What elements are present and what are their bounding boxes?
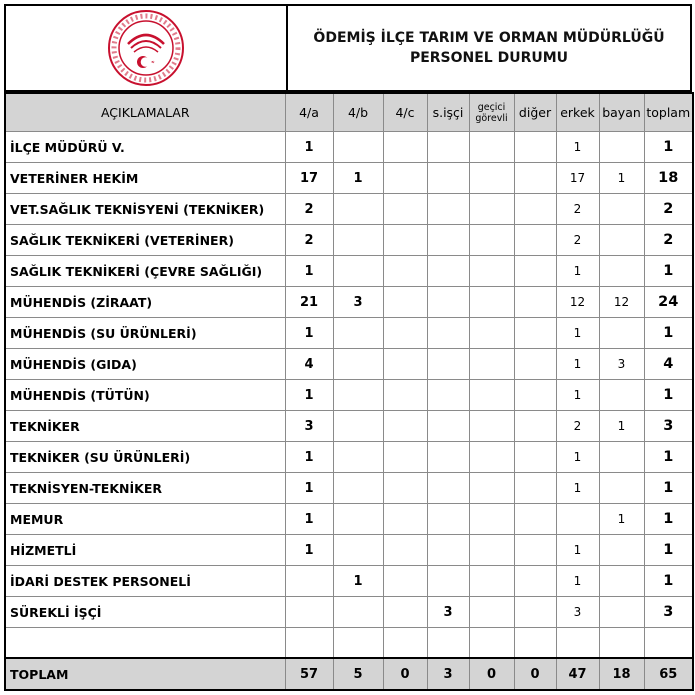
cell-c4c (383, 287, 427, 318)
cell-c4a (285, 597, 333, 628)
cell-c4c (383, 566, 427, 597)
cell-c4a (285, 566, 333, 597)
cell-erkek: 17 (556, 163, 599, 194)
cell-toplam: 2 (644, 225, 693, 256)
blank-cell (427, 628, 469, 659)
cell-c4a: 2 (285, 225, 333, 256)
cell-bayan (599, 566, 644, 597)
cell-c4b (333, 535, 383, 566)
cell-c4a: 1 (285, 132, 333, 163)
cell-gecici (469, 225, 514, 256)
cell-c4b (333, 256, 383, 287)
col-header-4c: 4/c (383, 93, 427, 132)
cell-gecici (469, 380, 514, 411)
cell-c4a: 4 (285, 349, 333, 380)
row-label: SÜREKLİ İŞÇİ (5, 597, 285, 628)
table-row (5, 411, 693, 442)
row-label: SAĞLIK TEKNİKERİ (ÇEVRE SAĞLIĞI) (5, 256, 285, 287)
cell-diger (514, 535, 556, 566)
col-header-s-isci: s.işçi (427, 93, 469, 132)
sheet-header (4, 4, 692, 92)
cell-bayan: 1 (599, 163, 644, 194)
table-row (5, 380, 693, 411)
cell-gecici (469, 256, 514, 287)
cell-diger (514, 349, 556, 380)
cell-toplam: 1 (644, 132, 693, 163)
cell-c4c (383, 132, 427, 163)
cell-c4c (383, 442, 427, 473)
cell-c4a: 3 (285, 411, 333, 442)
cell-toplam: 4 (644, 349, 693, 380)
cell-c4b (333, 318, 383, 349)
cell-toplam: 3 (644, 411, 693, 442)
cell-toplam: 1 (644, 504, 693, 535)
cell-erkek: 1 (556, 566, 599, 597)
total-sisci: 3 (427, 658, 469, 690)
blank-cell (5, 628, 285, 659)
row-label: SAĞLIK TEKNİKERİ (VETERİNER) (5, 225, 285, 256)
table-row (5, 318, 693, 349)
total-label: TOPLAM (5, 658, 285, 690)
row-label: TEKNİKER (SU ÜRÜNLERİ) (5, 442, 285, 473)
blank-cell (383, 628, 427, 659)
cell-sisci (427, 349, 469, 380)
col-header-4b: 4/b (333, 93, 383, 132)
table-row (5, 163, 693, 194)
cell-sisci (427, 566, 469, 597)
cell-toplam: 1 (644, 535, 693, 566)
cell-sisci (427, 225, 469, 256)
cell-c4a: 1 (285, 473, 333, 504)
cell-c4c (383, 225, 427, 256)
cell-gecici (469, 194, 514, 225)
blank-cell (556, 628, 599, 659)
cell-erkek: 3 (556, 597, 599, 628)
cell-c4a: 1 (285, 318, 333, 349)
logo-cell (6, 6, 288, 90)
total-toplam: 65 (644, 658, 693, 690)
cell-c4b (333, 132, 383, 163)
cell-c4b (333, 411, 383, 442)
cell-erkek: 1 (556, 535, 599, 566)
cell-c4b (333, 380, 383, 411)
cell-diger (514, 256, 556, 287)
personnel-table (4, 92, 694, 691)
cell-gecici (469, 163, 514, 194)
cell-bayan: 3 (599, 349, 644, 380)
blank-cell (644, 628, 693, 659)
cell-diger (514, 225, 556, 256)
cell-c4b (333, 504, 383, 535)
cell-toplam: 18 (644, 163, 693, 194)
cell-c4b: 3 (333, 287, 383, 318)
col-header-4a: 4/a (285, 93, 333, 132)
total-erkek: 47 (556, 658, 599, 690)
cell-sisci (427, 287, 469, 318)
cell-sisci (427, 411, 469, 442)
cell-diger (514, 194, 556, 225)
cell-erkek: 2 (556, 225, 599, 256)
cell-gecici (469, 504, 514, 535)
cell-sisci (427, 194, 469, 225)
table-row (5, 473, 693, 504)
total-row (5, 658, 693, 690)
cell-erkek: 1 (556, 318, 599, 349)
cell-diger (514, 163, 556, 194)
cell-c4c (383, 597, 427, 628)
cell-sisci (427, 318, 469, 349)
cell-c4a: 21 (285, 287, 333, 318)
cell-toplam: 3 (644, 597, 693, 628)
total-c4c: 0 (383, 658, 427, 690)
cell-c4a: 1 (285, 380, 333, 411)
row-label: TEKNİKER (5, 411, 285, 442)
total-bayan: 18 (599, 658, 644, 690)
cell-bayan (599, 256, 644, 287)
cell-c4a: 1 (285, 535, 333, 566)
cell-c4c (383, 411, 427, 442)
cell-bayan (599, 318, 644, 349)
cell-sisci (427, 442, 469, 473)
cell-diger (514, 566, 556, 597)
cell-diger (514, 318, 556, 349)
cell-c4c (383, 349, 427, 380)
cell-c4c (383, 194, 427, 225)
col-header-erkek: erkek (556, 93, 599, 132)
cell-c4b (333, 349, 383, 380)
total-c4a: 57 (285, 658, 333, 690)
row-label: VETERİNER HEKİM (5, 163, 285, 194)
total-c4b: 5 (333, 658, 383, 690)
cell-diger (514, 411, 556, 442)
total-gecici: 0 (469, 658, 514, 690)
table-row (5, 349, 693, 380)
cell-c4b (333, 194, 383, 225)
cell-erkek: 1 (556, 132, 599, 163)
table-row (5, 132, 693, 163)
cell-diger (514, 287, 556, 318)
cell-c4b (333, 597, 383, 628)
blank-cell (514, 628, 556, 659)
col-header-diger: diğer (514, 93, 556, 132)
cell-c4a: 1 (285, 442, 333, 473)
cell-diger (514, 597, 556, 628)
row-label: İLÇE MÜDÜRÜ V. (5, 132, 285, 163)
cell-bayan (599, 194, 644, 225)
title-line-1: ÖDEMİŞ İLÇE TARIM VE ORMAN MÜDÜRLÜĞÜ (313, 30, 665, 46)
cell-diger (514, 473, 556, 504)
table-row (5, 566, 693, 597)
blank-cell (599, 628, 644, 659)
cell-toplam: 24 (644, 287, 693, 318)
cell-sisci (427, 535, 469, 566)
row-label: MEMUR (5, 504, 285, 535)
ministry-seal-icon (106, 8, 186, 88)
row-label: MÜHENDİS (ZİRAAT) (5, 287, 285, 318)
cell-gecici (469, 473, 514, 504)
cell-c4c (383, 535, 427, 566)
cell-c4b (333, 225, 383, 256)
col-header-gecici-gorevli: geçici görevli (469, 93, 514, 132)
row-label: MÜHENDİS (TÜTÜN) (5, 380, 285, 411)
cell-diger (514, 442, 556, 473)
cell-bayan (599, 535, 644, 566)
cell-sisci (427, 473, 469, 504)
row-label: TEKNİSYEN-TEKNİKER (5, 473, 285, 504)
cell-sisci (427, 132, 469, 163)
cell-c4c (383, 380, 427, 411)
cell-toplam: 2 (644, 194, 693, 225)
cell-gecici (469, 349, 514, 380)
cell-gecici (469, 318, 514, 349)
cell-bayan (599, 442, 644, 473)
cell-bayan (599, 380, 644, 411)
col-header-toplam: toplam (644, 93, 693, 132)
cell-c4b (333, 473, 383, 504)
cell-gecici (469, 566, 514, 597)
sheet-title (288, 6, 690, 90)
cell-bayan (599, 132, 644, 163)
row-label: MÜHENDİS (GIDA) (5, 349, 285, 380)
cell-erkek (556, 504, 599, 535)
cell-sisci (427, 504, 469, 535)
cell-c4c (383, 504, 427, 535)
cell-toplam: 1 (644, 442, 693, 473)
header-row (5, 93, 693, 132)
cell-erkek: 1 (556, 380, 599, 411)
cell-sisci (427, 256, 469, 287)
cell-gecici (469, 132, 514, 163)
cell-erkek: 12 (556, 287, 599, 318)
cell-bayan: 1 (599, 504, 644, 535)
cell-c4b: 1 (333, 163, 383, 194)
cell-erkek: 1 (556, 473, 599, 504)
cell-sisci (427, 380, 469, 411)
personnel-sheet (4, 4, 692, 692)
col-header-bayan: bayan (599, 93, 644, 132)
blank-cell (285, 628, 333, 659)
cell-toplam: 1 (644, 380, 693, 411)
cell-gecici (469, 535, 514, 566)
cell-gecici (469, 411, 514, 442)
row-label: VET.SAĞLIK TEKNİSYENİ (TEKNİKER) (5, 194, 285, 225)
blank-cell (333, 628, 383, 659)
cell-erkek: 2 (556, 411, 599, 442)
cell-gecici (469, 287, 514, 318)
cell-diger (514, 380, 556, 411)
cell-c4c (383, 473, 427, 504)
cell-erkek: 1 (556, 349, 599, 380)
cell-bayan (599, 473, 644, 504)
table-row (5, 256, 693, 287)
cell-erkek: 2 (556, 194, 599, 225)
cell-c4a: 2 (285, 194, 333, 225)
table-row (5, 535, 693, 566)
blank-cell (469, 628, 514, 659)
cell-erkek: 1 (556, 256, 599, 287)
cell-diger (514, 504, 556, 535)
table-row (5, 287, 693, 318)
table-row (5, 597, 693, 628)
cell-c4a: 1 (285, 256, 333, 287)
row-label: İDARİ DESTEK PERSONELİ (5, 566, 285, 597)
cell-bayan (599, 225, 644, 256)
cell-sisci: 3 (427, 597, 469, 628)
cell-erkek: 1 (556, 442, 599, 473)
blank-row (5, 628, 693, 659)
cell-bayan: 12 (599, 287, 644, 318)
cell-toplam: 1 (644, 473, 693, 504)
cell-c4c (383, 256, 427, 287)
total-diger: 0 (514, 658, 556, 690)
col-header-aciklamalar: AÇIKLAMALAR (5, 93, 285, 132)
cell-gecici (469, 597, 514, 628)
table-row (5, 194, 693, 225)
table-row (5, 442, 693, 473)
cell-sisci (427, 163, 469, 194)
cell-toplam: 1 (644, 256, 693, 287)
title-line-2: PERSONEL DURUMU (409, 50, 569, 66)
cell-c4a: 17 (285, 163, 333, 194)
row-label: HİZMETLİ (5, 535, 285, 566)
cell-c4c (383, 163, 427, 194)
cell-toplam: 1 (644, 318, 693, 349)
cell-c4b (333, 442, 383, 473)
cell-diger (514, 132, 556, 163)
cell-c4b: 1 (333, 566, 383, 597)
cell-c4a: 1 (285, 504, 333, 535)
cell-c4c (383, 318, 427, 349)
table-row (5, 504, 693, 535)
cell-gecici (469, 442, 514, 473)
row-label: MÜHENDİS (SU ÜRÜNLERİ) (5, 318, 285, 349)
cell-toplam: 1 (644, 566, 693, 597)
table-row (5, 225, 693, 256)
cell-bayan: 1 (599, 411, 644, 442)
cell-bayan (599, 597, 644, 628)
